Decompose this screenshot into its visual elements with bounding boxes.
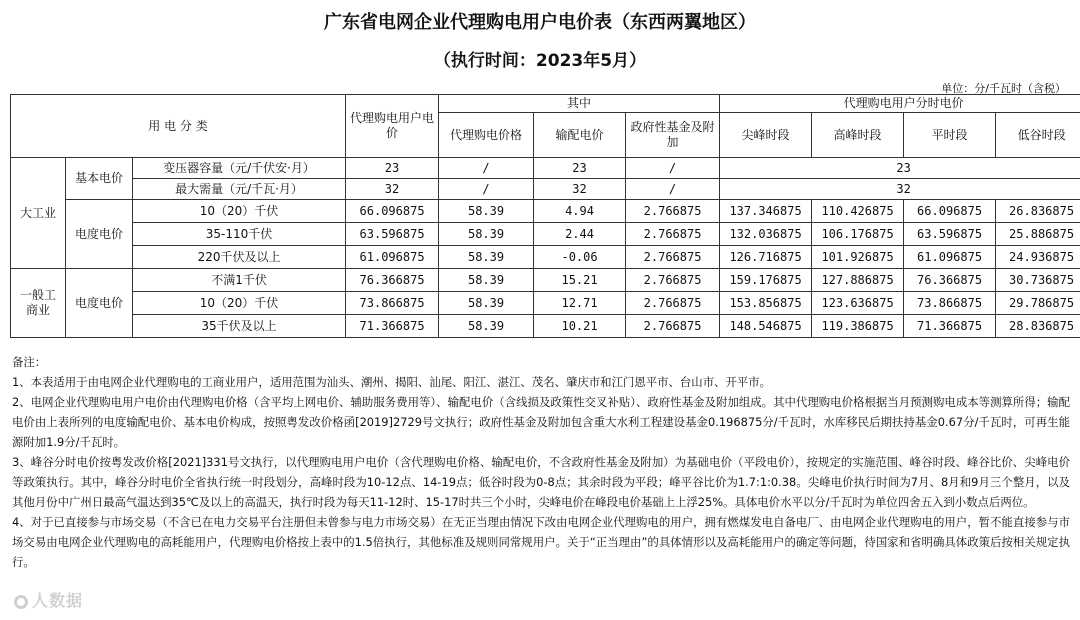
- note-paragraph: 4、对于已直接参与市场交易（不含已在电力交易平台注册但未曾参与电力市场交易）在无正当理由情况下改由电网企业代理购电的用户，拥有燃煤发电自备电厂、由电网企业代理购电的用户，暂不能直接参与市场交易由电网企业代理购电的高耗能用户，代理购电价格按上表中的1.5倍执行，其他标准及规则同常规用户。关于“正当理由”的具体情形以及高耗能用户的确定等问题，待国家和省明确具体政策后按相关规定执行。: [12, 515, 1070, 569]
- page-subtitle: （执行时间：2023年5月）: [433, 51, 647, 71]
- note-paragraph: 1、本表适用于由电网企业代理购电的工商业用户，适用范围为汕头、潮州、揭阳、汕尾、阳江、湛江、茂名、肇庆市和江门恩平市、台山市、开平市。: [12, 375, 772, 389]
- row-label: 变压器容量（元/千伏安·月）: [133, 158, 346, 179]
- watermark-logo-icon: [14, 595, 28, 609]
- note-paragraph: 3、峰谷分时电价按粤发改价格[2021]331号文执行，以代理购电用户电价（含代理购电价格、输配电价，不含政府性基金及附加）为基础电价（平段电价），按规定的实施范围、峰谷时段、峰谷比价、尖峰电价等政策执行。其中，峰谷分时电价全省执行统一时段划分，高峰时段为10-12点、14-19点；低谷时段为0-8点；其余时段为平段；峰平谷比价为1.7:1:0.38。尖峰电价执行时间为7月、8月和9月三个整月，以及其他月份中广州日最高气温达到35℃及以上的高温天，执行时段为每天11-12时、15-17时共三个小时，尖峰电价在峰段电价基础上上浮25%。具体电价水平以分/千瓦时为单位四舍五入到小数点后两位。: [12, 455, 1070, 509]
- row-label: 35-110千伏: [133, 223, 346, 246]
- row-label: 不满1千伏: [133, 269, 346, 292]
- valley-cell: 30.736875: [996, 269, 1080, 292]
- peak-cell: 126.716875: [720, 246, 812, 269]
- valley-header: 低谷时段: [996, 113, 1080, 158]
- high-cell: 123.636875: [812, 292, 904, 315]
- fund-cell: 2.766875: [626, 269, 720, 292]
- valley-cell: 29.786875: [996, 292, 1080, 315]
- among-header: 其中: [439, 95, 720, 113]
- row-label: 220千伏及以上: [133, 246, 346, 269]
- flat-cell: 63.596875: [904, 223, 996, 246]
- flat-cell: 61.096875: [904, 246, 996, 269]
- transmission-cell: 2.44: [534, 223, 626, 246]
- agent-price-cell: 73.866875: [346, 292, 439, 315]
- purchase-cell: /: [439, 179, 534, 200]
- purchase-cell: 58.39: [439, 315, 534, 338]
- high-cell: 106.176875: [812, 223, 904, 246]
- unit-label: 单位：分/千瓦时（含税）: [941, 82, 1066, 95]
- purchase-cell: 58.39: [439, 200, 534, 223]
- purchase-cell: 58.39: [439, 223, 534, 246]
- valley-cell: 25.886875: [996, 223, 1080, 246]
- page-title: 广东省电网企业代理购电用户电价表（东西两翼地区）: [324, 12, 756, 33]
- row-label: 10（20）千伏: [133, 292, 346, 315]
- general-commercial-label: 一般工商业: [11, 269, 66, 338]
- fund-header: 政府性基金及附加: [626, 113, 720, 158]
- transmission-cell: 4.94: [534, 200, 626, 223]
- peak-cell: 132.036875: [720, 223, 812, 246]
- price-table: [10, 94, 1080, 338]
- agent-price-header: 代理购电用户电价: [346, 95, 439, 158]
- high-cell: 101.926875: [812, 246, 904, 269]
- energy-price-label: 电度电价: [66, 269, 133, 338]
- transmission-header: 输配电价: [534, 113, 626, 158]
- fund-cell: 2.766875: [626, 200, 720, 223]
- high-cell: 110.426875: [812, 200, 904, 223]
- purchase-cell: /: [439, 158, 534, 179]
- flat-cell: 66.096875: [904, 200, 996, 223]
- notes-heading: 备注：: [12, 355, 47, 369]
- category-header: 用 电 分 类: [11, 95, 346, 158]
- agent-price-cell: 63.596875: [346, 223, 439, 246]
- notes-section: [12, 352, 1070, 572]
- purchase-header: 代理购电价格: [439, 113, 534, 158]
- energy-price-label: 电度电价: [66, 200, 133, 269]
- flat-cell: 73.866875: [904, 292, 996, 315]
- row-label: 10（20）千伏: [133, 200, 346, 223]
- peak-cell: 137.346875: [720, 200, 812, 223]
- high-cell: 119.386875: [812, 315, 904, 338]
- peak-cell: 153.856875: [720, 292, 812, 315]
- fund-cell: 2.766875: [626, 246, 720, 269]
- watermark: [14, 588, 83, 611]
- row-label: 35千伏及以上: [133, 315, 346, 338]
- tou-cell: 23: [720, 158, 1080, 179]
- tou-header: 代理购电用户分时电价: [720, 95, 1080, 113]
- note-paragraph: 2、电网企业代理购电用户电价由代理购电价格（含平均上网电价、辅助服务费用等）、输配电价（含线损及政策性交叉补贴）、政府性基金及附加组成。其中代理购电价格根据当月预测购电成本等测算所得；输配电价由上表所列的电度输配电价、基本电价构成，按照粤发改价格函[2019]2729号文执行；政府性基金及附加包含重大水利工程建设基金0.196875分/千瓦时，水库移民后期扶持基金0.67分/千瓦时，可再生能源附加1.9分/千瓦时。: [12, 395, 1070, 449]
- agent-price-cell: 76.366875: [346, 269, 439, 292]
- transmission-cell: 10.21: [534, 315, 626, 338]
- agent-price-cell: 61.096875: [346, 246, 439, 269]
- high-cell: 127.886875: [812, 269, 904, 292]
- purchase-cell: 58.39: [439, 292, 534, 315]
- basic-price-label: 基本电价: [66, 158, 133, 200]
- peak-header: 尖峰时段: [720, 113, 812, 158]
- transmission-cell: 23: [534, 158, 626, 179]
- agent-price-cell: 71.366875: [346, 315, 439, 338]
- tou-cell: 32: [720, 179, 1080, 200]
- watermark-text: 人数据: [32, 591, 84, 610]
- transmission-cell: -0.06: [534, 246, 626, 269]
- fund-cell: 2.766875: [626, 223, 720, 246]
- valley-cell: 24.936875: [996, 246, 1080, 269]
- fund-cell: 2.766875: [626, 315, 720, 338]
- peak-cell: 148.546875: [720, 315, 812, 338]
- fund-cell: /: [626, 179, 720, 200]
- peak-cell: 159.176875: [720, 269, 812, 292]
- transmission-cell: 15.21: [534, 269, 626, 292]
- agent-price-cell: 32: [346, 179, 439, 200]
- fund-cell: /: [626, 158, 720, 179]
- large-industry-label: 大工业: [11, 158, 66, 269]
- row-label: 最大需量（元/千瓦·月）: [133, 179, 346, 200]
- agent-price-cell: 23: [346, 158, 439, 179]
- flat-cell: 76.366875: [904, 269, 996, 292]
- purchase-cell: 58.39: [439, 246, 534, 269]
- agent-price-cell: 66.096875: [346, 200, 439, 223]
- flat-cell: 71.366875: [904, 315, 996, 338]
- flat-header: 平时段: [904, 113, 996, 158]
- fund-cell: 2.766875: [626, 292, 720, 315]
- transmission-cell: 12.71: [534, 292, 626, 315]
- valley-cell: 26.836875: [996, 200, 1080, 223]
- high-header: 高峰时段: [812, 113, 904, 158]
- transmission-cell: 32: [534, 179, 626, 200]
- valley-cell: 28.836875: [996, 315, 1080, 338]
- purchase-cell: 58.39: [439, 269, 534, 292]
